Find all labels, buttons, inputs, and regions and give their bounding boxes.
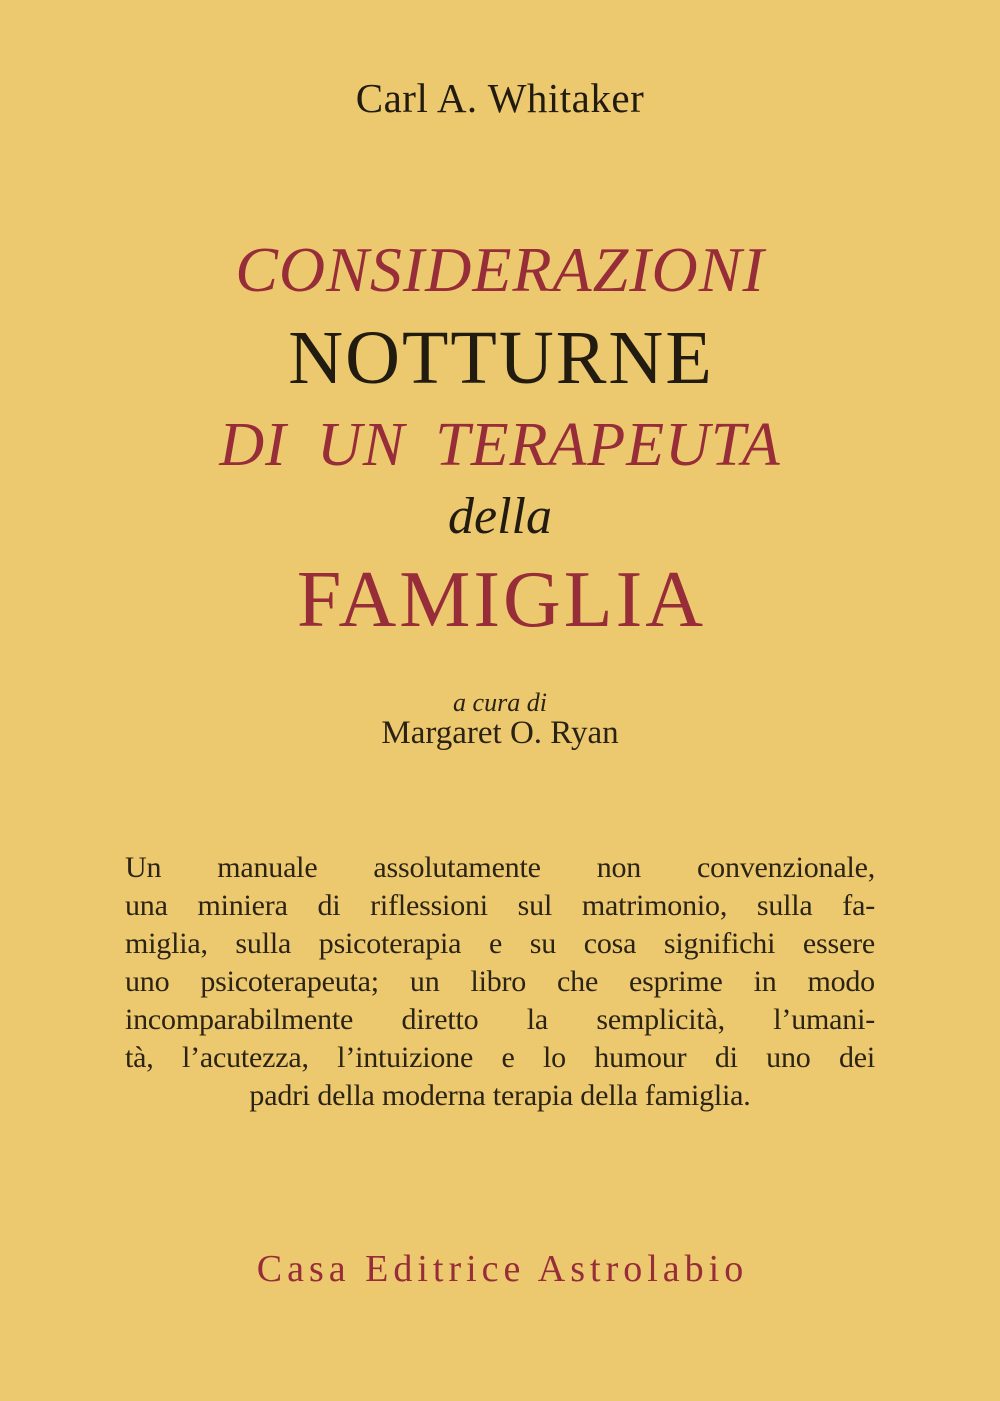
- blurb-line: una miniera di riflessioni sul matrimonio, sulla fa-: [125, 889, 875, 922]
- editor-prefix: a cura di: [453, 688, 547, 717]
- title-line-di-un-terapeuta: DI UN TERAPEUTA: [219, 411, 781, 479]
- blurb-paragraph: [125, 849, 875, 1115]
- title-line-considerazioni: CONSIDERAZIONI: [235, 234, 765, 305]
- publisher-name: Casa Editrice Astrolabio: [256, 1248, 749, 1290]
- editor-name: Margaret O. Ryan: [381, 715, 619, 751]
- blurb-line: incomparabilmente diretto la semplicità, l’umani-: [125, 1003, 875, 1036]
- title-line-notturne: NOTTURNE: [288, 316, 714, 400]
- author-name: Carl A. Whitaker: [355, 75, 645, 121]
- blurb-line: uno psicoterapeuta; un libro che esprime in modo: [125, 965, 875, 998]
- blurb-line: miglia, sulla psicoterapia e su cosa significhi essere: [125, 927, 875, 960]
- blurb-line: tà, l’acutezza, l’intuizione e lo humour di uno dei: [125, 1041, 875, 1074]
- blurb-line: Un manuale assolutamente non convenzionale,: [125, 851, 875, 884]
- blurb-line: padri della moderna terapia della famiglia.: [249, 1079, 751, 1112]
- title-line-della: della: [448, 488, 552, 545]
- title-line-famiglia: FAMIGLIA: [296, 556, 707, 644]
